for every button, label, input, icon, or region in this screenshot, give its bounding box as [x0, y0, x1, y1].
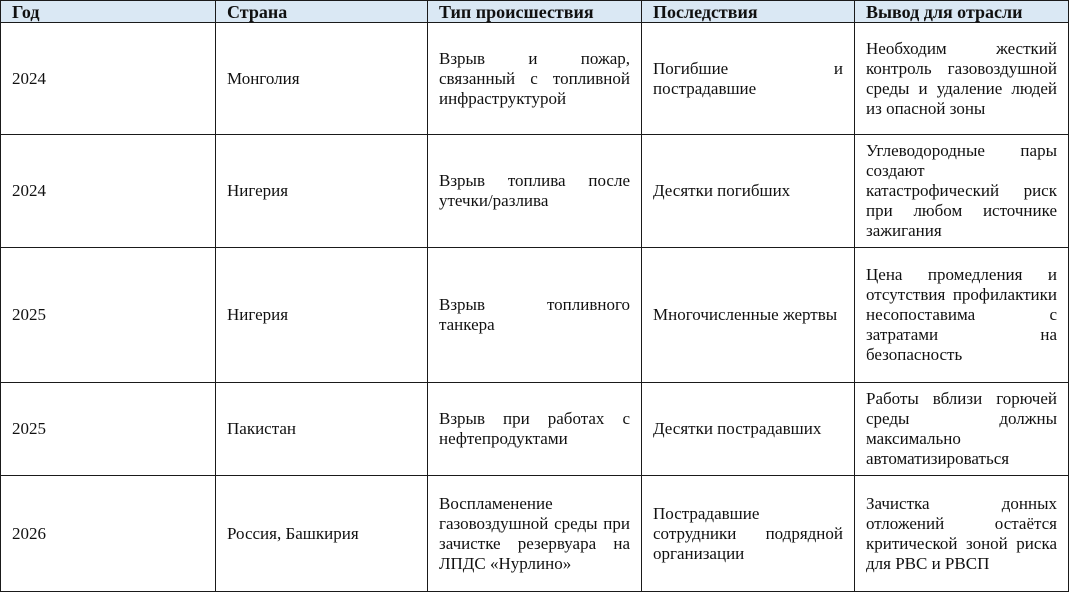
- cell-incident-type: Взрыв при работах с нефтепродуктами: [428, 383, 642, 476]
- cell-conclusion: Зачистка донных отложений остаётся критической зоной риска для РВС и РВСП: [855, 476, 1069, 592]
- cell-conclusion: Необходим жесткий контроль газовоздушной среды и удаление людей из опасной зоны: [855, 23, 1069, 135]
- cell-incident-type: Взрыв топливного танкера: [428, 248, 642, 383]
- cell-consequences: Пострадавшие сотрудники подрядной организации: [642, 476, 855, 592]
- cell-consequences: Десятки пострадавших: [642, 383, 855, 476]
- cell-year: 2025: [1, 383, 216, 476]
- cell-conclusion: Работы вблизи горючей среды должны максимально автоматизироваться: [855, 383, 1069, 476]
- cell-year: 2025: [1, 248, 216, 383]
- header-incident-type: Тип происшествия: [428, 1, 642, 23]
- table-row: [1, 248, 1069, 383]
- header-conclusion: Вывод для отрасли: [855, 1, 1069, 23]
- table-row: [1, 23, 1069, 135]
- header-year: Год: [1, 1, 216, 23]
- cell-country: Монголия: [216, 23, 428, 135]
- header-country: Страна: [216, 1, 428, 23]
- cell-consequences: Десятки погибших: [642, 135, 855, 248]
- cell-country: Россия, Башкирия: [216, 476, 428, 592]
- header-consequences: Последствия: [642, 1, 855, 23]
- table-row: [1, 135, 1069, 248]
- cell-conclusion: Углеводородные пары создают катастрофический риск при любом источнике зажигания: [855, 135, 1069, 248]
- cell-year: 2026: [1, 476, 216, 592]
- cell-consequences: Многочисленные жертвы: [642, 248, 855, 383]
- cell-incident-type: Взрыв и пожар, связанный с топливной инфраструктурой: [428, 23, 642, 135]
- table-row: [1, 383, 1069, 476]
- cell-country: Нигерия: [216, 248, 428, 383]
- cell-consequences: Погибшие и пострадавшие: [642, 23, 855, 135]
- cell-country: Пакистан: [216, 383, 428, 476]
- table-row: [1, 476, 1069, 592]
- cell-year: 2024: [1, 135, 216, 248]
- cell-year: 2024: [1, 23, 216, 135]
- cell-incident-type: Воспламенение газовоздушной среды при зачистке резервуара на ЛПДС «Нурлино»: [428, 476, 642, 592]
- cell-conclusion: Цена промедления и отсутствия профилактики несопоставима с затратами на безопасность: [855, 248, 1069, 383]
- cell-incident-type: Взрыв топлива после утечки/разлива: [428, 135, 642, 248]
- cell-country: Нигерия: [216, 135, 428, 248]
- table-header-row: [1, 1, 1069, 23]
